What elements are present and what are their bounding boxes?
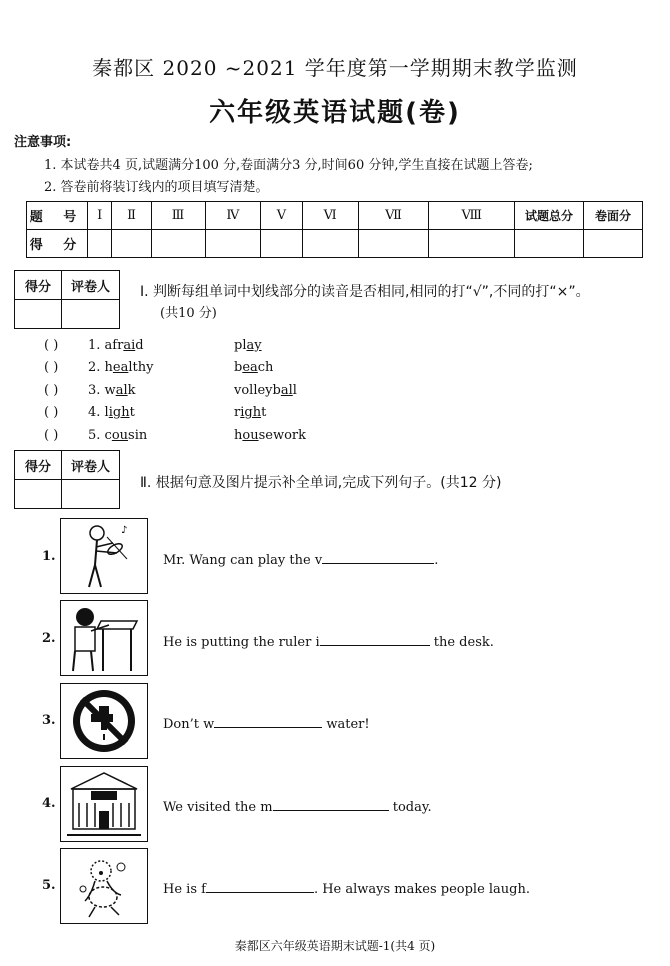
word-pre: afr — [104, 338, 124, 353]
word-b — [234, 405, 266, 420]
section2-title: Ⅱ. 根据句意及图片提示补全单词,完成下列句子。(共12 分) — [140, 475, 502, 491]
page-footer: 秦都区六年级英语期末试题-1(共4 页) — [234, 939, 436, 953]
row-label-score: 得 分 — [27, 230, 88, 258]
word-pre: c — [104, 428, 112, 443]
word-pre: volleyb — [234, 383, 281, 398]
word-post: ch — [257, 360, 274, 375]
grader-name-label: 评卷人 — [62, 451, 120, 480]
word-b — [234, 428, 306, 443]
underlined-part: al — [115, 383, 128, 398]
violin-player-icon — [60, 518, 148, 594]
section1-points: (共10 分) — [160, 306, 217, 321]
score-table-header-row — [27, 202, 643, 230]
score-cell[interactable] — [151, 230, 205, 258]
word-post: sework — [258, 428, 306, 443]
section1-title: Ⅰ. 判断每组单词中划线部分的读音是否相同,相同的打“√”,不同的打“×”。 — [140, 284, 590, 300]
underlined-part: igh — [108, 405, 130, 420]
word-a — [88, 383, 136, 398]
col-header: Ⅶ — [358, 202, 429, 230]
score-cell[interactable] — [429, 230, 515, 258]
sentence-post: today. — [388, 800, 432, 815]
score-cell[interactable] — [88, 230, 112, 258]
funny-clown-icon — [60, 848, 148, 924]
exam-title: 秦都区 2020 ~2021 学年度第一学期期末教学监测 — [92, 56, 578, 80]
no-tap-water-icon — [60, 683, 148, 759]
word-post: lthy — [128, 360, 154, 375]
svg-text:♪: ♪ — [121, 525, 128, 536]
score-cell[interactable] — [358, 230, 429, 258]
word-b — [234, 338, 262, 353]
word-a — [88, 338, 144, 353]
answer-paren[interactable]: ( ) — [44, 383, 59, 398]
fill-blank[interactable] — [214, 713, 322, 728]
note-item-1: 1. 本试卷共4 页,试题满分100 分,卷面满分3 分,时间60 分钟,学生直接在试题上答卷; — [44, 158, 533, 173]
word-post: sin — [128, 428, 148, 443]
grader-score-label: 得分 — [15, 271, 62, 300]
grader-name-cell[interactable] — [62, 480, 120, 509]
sentence-pre: He is f — [163, 882, 206, 897]
note-item-2: 2. 答卷前将装订线内的项目填写清楚。 — [44, 180, 269, 195]
grader-name-label: 评卷人 — [62, 271, 120, 300]
sentence-pre: He is putting the ruler i — [163, 635, 320, 650]
sentence-3 — [163, 713, 370, 732]
score-table — [26, 201, 643, 258]
col-header: Ⅷ — [429, 202, 515, 230]
answer-paren[interactable]: ( ) — [44, 405, 59, 420]
col-header-total: 试题总分 — [515, 202, 584, 230]
sentence-post: . — [434, 553, 439, 568]
sentence-post: the desk. — [429, 635, 494, 650]
museum-building-icon — [60, 766, 148, 842]
notes-heading: 注意事项: — [14, 135, 72, 150]
word-pre: pl — [234, 338, 247, 353]
sentence-post: . He always makes people laugh. — [313, 882, 531, 897]
word-post: t — [261, 405, 267, 420]
col-header-neatness: 卷面分 — [584, 202, 643, 230]
grader-name-cell[interactable] — [62, 300, 120, 329]
word-a — [88, 405, 135, 420]
word-num: 5. — [88, 428, 105, 443]
answer-paren[interactable]: ( ) — [44, 428, 59, 443]
col-header: Ⅲ — [151, 202, 205, 230]
word-b — [234, 360, 273, 375]
col-header: Ⅵ — [302, 202, 358, 230]
sentence-5 — [163, 878, 530, 897]
word-b — [234, 383, 297, 398]
word-pre: b — [234, 360, 243, 375]
item-number: 5. — [42, 878, 56, 893]
score-cell[interactable] — [584, 230, 643, 258]
grader-score-cell[interactable] — [15, 300, 62, 329]
score-table-score-row — [27, 230, 643, 258]
fill-blank[interactable] — [320, 631, 430, 646]
word-pre: r — [234, 405, 241, 420]
fill-blank[interactable] — [206, 878, 314, 893]
answer-paren[interactable]: ( ) — [44, 360, 59, 375]
word-pre: h — [234, 428, 243, 443]
boy-at-desk-icon — [60, 600, 148, 676]
sentence-pre: Don’t w — [163, 717, 215, 732]
word-a — [88, 360, 153, 375]
grader-box-2 — [14, 450, 120, 509]
sentence-4 — [163, 796, 432, 815]
word-post: t — [129, 405, 135, 420]
item-number: 2. — [42, 631, 56, 646]
word-num: 3. — [88, 383, 105, 398]
answer-paren[interactable]: ( ) — [44, 338, 59, 353]
grader-score-cell[interactable] — [15, 480, 62, 509]
word-num: 1. — [88, 338, 105, 353]
score-cell[interactable] — [205, 230, 261, 258]
sentence-1 — [163, 549, 438, 568]
underlined-part: ou — [242, 428, 259, 443]
item-number: 1. — [42, 549, 56, 564]
underlined-part: igh — [240, 405, 262, 420]
word-pre: h — [104, 360, 113, 375]
score-cell[interactable] — [515, 230, 584, 258]
word-num: 4. — [88, 405, 105, 420]
score-cell[interactable] — [261, 230, 302, 258]
sentence-2 — [163, 631, 494, 650]
item-number: 3. — [42, 713, 56, 728]
sentence-post: water! — [322, 717, 370, 732]
underlined-part: ea — [242, 360, 258, 375]
exam-subtitle: 六年级英语试题(卷) — [209, 98, 461, 128]
word-a — [88, 428, 147, 443]
grader-box-1 — [14, 270, 120, 329]
score-cell[interactable] — [112, 230, 151, 258]
underlined-part: ea — [112, 360, 129, 375]
sentence-pre: We visited the m — [163, 800, 273, 815]
row-label-question-no: 题 号 — [27, 202, 88, 230]
word-pre: l — [104, 405, 109, 420]
word-post: l — [292, 383, 297, 398]
word-num: 2. — [88, 360, 105, 375]
word-pre: w — [104, 383, 116, 398]
fill-blank[interactable] — [322, 549, 434, 564]
word-post: k — [127, 383, 136, 398]
score-cell[interactable] — [302, 230, 358, 258]
underlined-part: ay — [246, 338, 262, 353]
item-number: 4. — [42, 796, 56, 811]
col-header: Ⅱ — [112, 202, 151, 230]
col-header: Ⅳ — [205, 202, 261, 230]
word-post: d — [135, 338, 144, 353]
col-header: Ⅰ — [88, 202, 112, 230]
underlined-part: ou — [111, 428, 129, 443]
sentence-pre: Mr. Wang can play the v — [163, 553, 323, 568]
fill-blank[interactable] — [273, 796, 389, 811]
underlined-part: al — [280, 383, 293, 398]
grader-score-label: 得分 — [15, 451, 62, 480]
col-header: Ⅴ — [261, 202, 302, 230]
underlined-part: ai — [123, 338, 136, 353]
